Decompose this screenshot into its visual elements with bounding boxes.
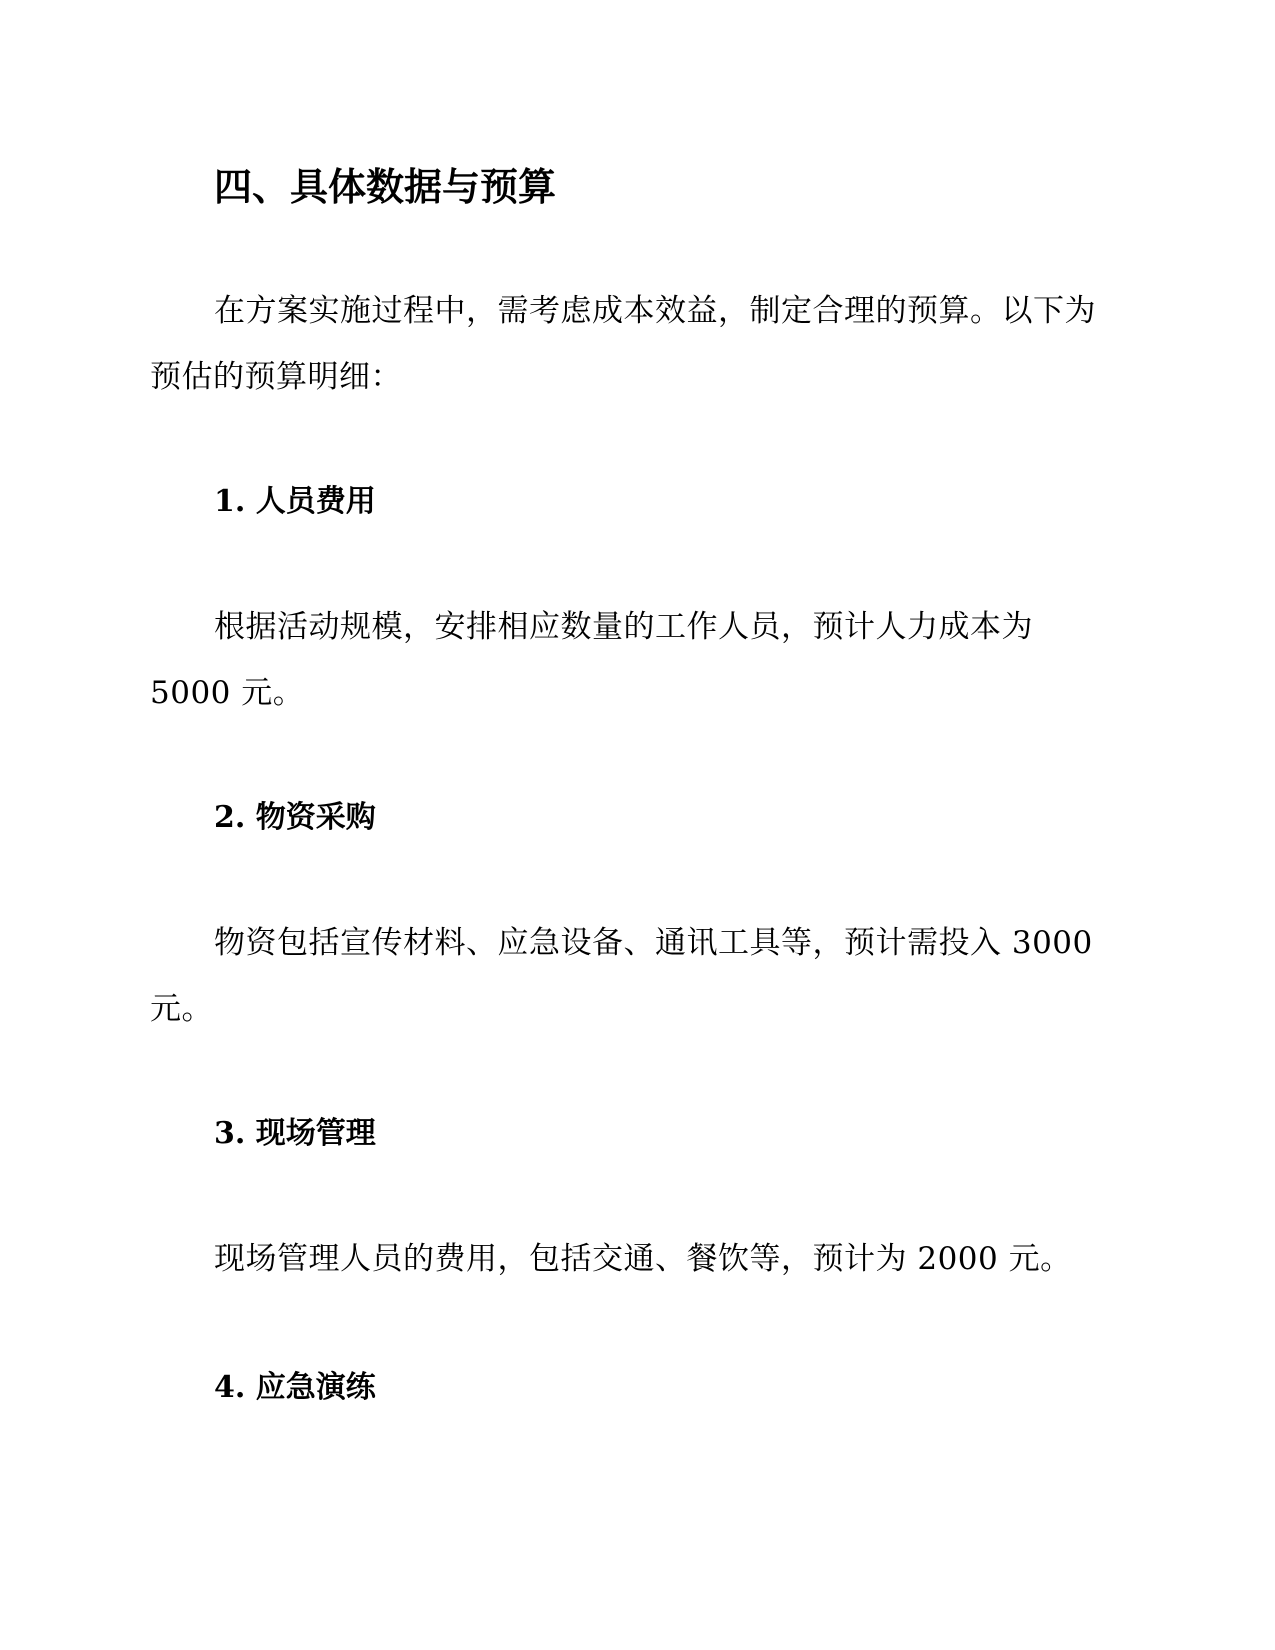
item-heading-personnel: 1. 人员费用 <box>214 484 376 519</box>
item-body-site-management: 现场管理人员的费用，包括交通、餐饮等，预计为 2000 元。 <box>214 1241 1072 1277</box>
item-heading-site-management: 3. 现场管理 <box>214 1116 376 1151</box>
item-heading-emergency-drill: 4. 应急演练 <box>214 1370 376 1405</box>
intro-paragraph: 在方案实施过程中，需考虑成本效益，制定合理的预算。以下为预估的预算明细： <box>150 293 1096 395</box>
item-heading-materials: 2. 物资采购 <box>214 800 376 835</box>
item-body-materials: 物资包括宣传材料、应急设备、通讯工具等，预计需投入 3000 元。 <box>150 925 1093 1027</box>
item-body-personnel: 根据活动规模，安排相应数量的工作人员，预计人力成本为 5000 元。 <box>150 609 1033 711</box>
section-title: 四、具体数据与预算 <box>214 165 557 209</box>
